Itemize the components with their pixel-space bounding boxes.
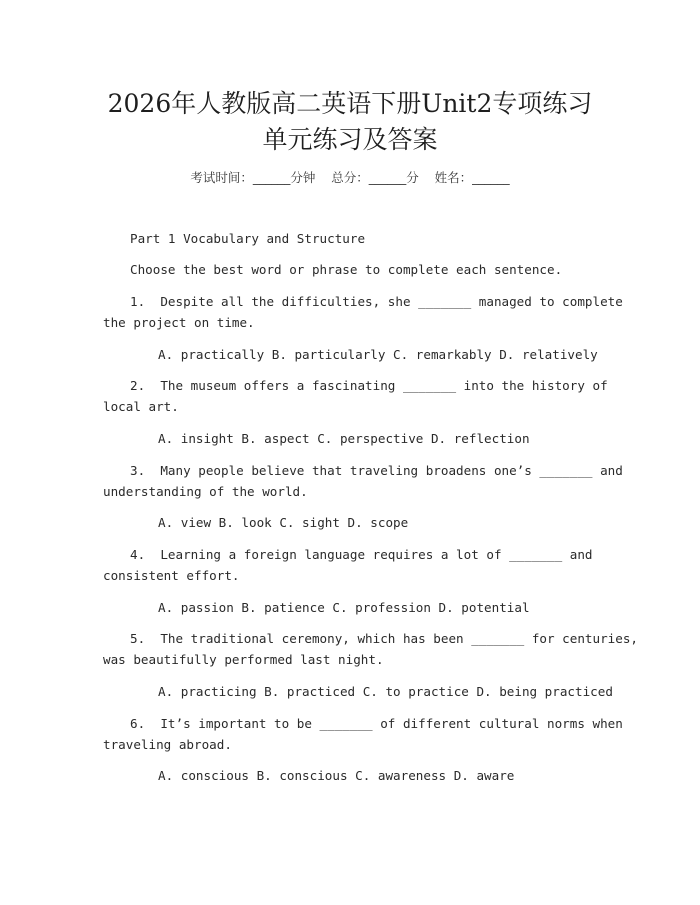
- part-instruction: Choose the best word or phrase to complete each sentence.: [130, 262, 563, 277]
- question-2-options: A. insight B. aspect C. perspective D. reflection: [158, 431, 530, 446]
- question-6-stem-line-2: traveling abroad.: [103, 737, 232, 752]
- question-5-options: A. practicing B. practiced C. to practice D. being practiced: [158, 684, 613, 699]
- question-6-options: A. conscious B. conscious C. awareness D. aware: [158, 768, 515, 783]
- question-2-stem-line-1: 2. The museum offers a fascinating _______ into the history of: [130, 378, 608, 393]
- question-1-options: A. practically B. particularly C. remarkably D. relatively: [158, 347, 598, 362]
- document-title-line-1: 2026年人教版高二英语下册Unit2专项练习: [107, 89, 593, 118]
- question-2-stem-line-2: local art.: [103, 399, 179, 414]
- question-4-stem-line-2: consistent effort.: [103, 568, 240, 583]
- question-3-options: A. view B. look C. sight D. scope: [158, 515, 409, 530]
- part-heading: Part 1 Vocabulary and Structure: [130, 231, 366, 246]
- question-4-stem-line-1: 4. Learning a foreign language requires a lot of _______ and: [130, 547, 593, 562]
- document-title-line-2: 单元练习及答案: [262, 125, 438, 154]
- question-6-stem-line-1: 6. It’s important to be _______ of different cultural norms when: [130, 716, 623, 731]
- question-5-stem-line-1: 5. The traditional ceremony, which has been _______ for centuries,: [130, 631, 638, 646]
- question-5-stem-line-2: was beautifully performed last night.: [103, 652, 384, 667]
- question-3-stem-line-1: 3. Many people believe that traveling broadens one’s _______ and: [130, 463, 623, 478]
- question-1-stem-line-1: 1. Despite all the difficulties, she _______ managed to complete: [130, 294, 623, 309]
- question-4-options: A. passion B. patience C. profession D. potential: [158, 600, 530, 615]
- question-3-stem-line-2: understanding of the world.: [103, 484, 308, 499]
- exam-info-line: 考试时间：______分钟 总分：______分 姓名：______: [190, 170, 510, 185]
- question-1-stem-line-2: the project on time.: [103, 315, 255, 330]
